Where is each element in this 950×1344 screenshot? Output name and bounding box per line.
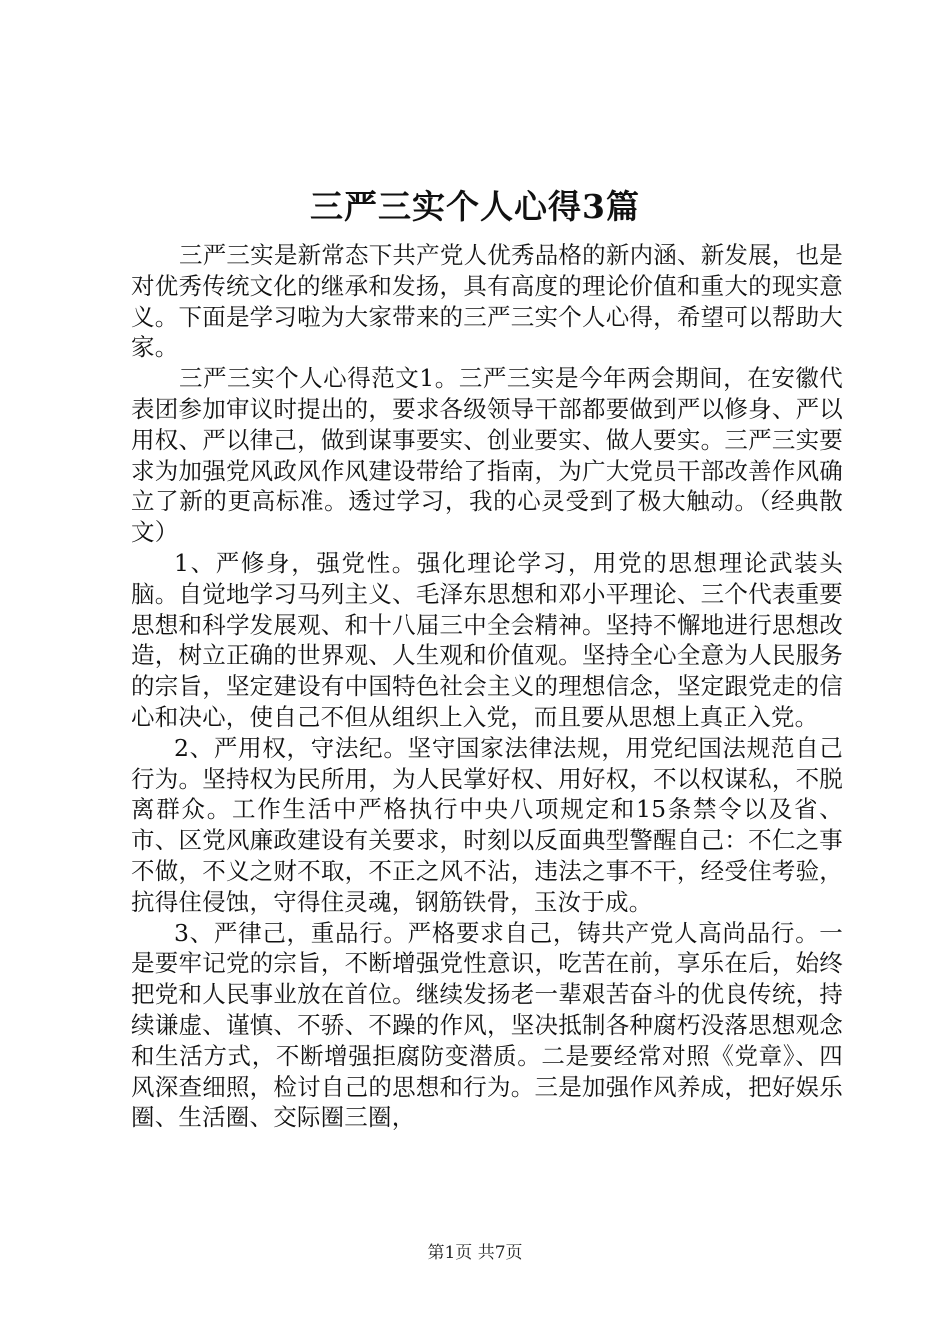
document-title: 三严三实个人心得3篇 [310, 187, 640, 226]
document-body [131, 240, 843, 1133]
point-one-paragraph: 1、严修身，强党性。强化理论学习，用党的思想理论武装头脑。自觉地学习马列主义、毛泽东思想和邓小平理论、三个代表重要思想和科学发展观、和十八届三中全会精神。坚持不懈地进行思想改造，树立正确的世界观、人生观和价值观。坚持全心全意为人民服务的宗旨，坚定建设有中国特色社会主义的理想信念，坚定跟党走的信心和决心，使自己不但从组织上入党，而且要从思想上真正入党。 [131, 548, 843, 731]
point-three-paragraph: 3、严律己，重品行。严格要求自己，铸共产党人高尚品行。一是要牢记党的宗旨，不断增强党性意识，吃苦在前，享乐在后，始终把党和人民事业放在首位。继续发扬老一辈艰苦奋斗的优良传统，持续谦虚、谨慎、不骄、不躁的作风，坚决抵制各种腐朽没落思想观念和生活方式，不断增强拒腐防变潜质。二是要经常对照《党章》、四风深查细照，检讨自己的思想和行为。三是加强作风养成，把好娱乐圈、生活圈、交际圈三圈， [131, 918, 843, 1132]
intro-paragraph: 三严三实是新常态下共产党人优秀品格的新内涵、新发展，也是对优秀传统文化的继承和发扬，具有高度的理论价值和重大的现实意义。下面是学习啦为大家带来的三严三实个人心得，希望可以帮助大家。 [131, 241, 843, 362]
page-number-footer: 第1页 共7页 [427, 1243, 523, 1263]
sample-one-paragraph: 三严三实个人心得范文1。三严三实是今年两会期间，在安徽代表团参加审议时提出的，要求各级领导干部都要做到严以修身、严以用权、严以律己，做到谋事要实、创业要实、做人要实。三严三实要求为加强党风政风作风建设带给了指南，为广大党员干部改善作风确立了新的更高标准。透过学习，我的心灵受到了极大触动。（经典散文） [131, 364, 843, 547]
point-two-paragraph: 2、严用权，守法纪。坚守国家法律法规，用党纪国法规范自己行为。坚持权为民所用，为人民掌好权、用好权，不以权谋私，不脱离群众。工作生活中严格执行中央八项规定和15条禁令以及省、市、区党风廉政建设有关要求，时刻以反面典型警醒自己：不仁之事不做，不义之财不取，不正之风不沾，违法之事不干，经受住考验，抗得住侵蚀，守得住灵魂，钢筋铁骨，玉汝于成。 [131, 733, 843, 916]
